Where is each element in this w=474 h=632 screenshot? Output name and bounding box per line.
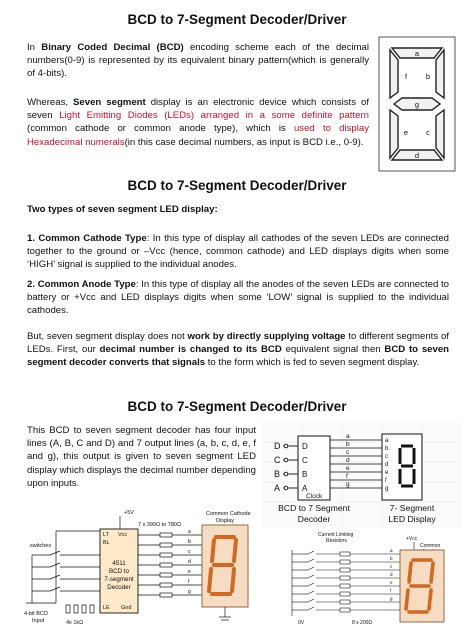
vcc-label: +5V xyxy=(124,510,134,516)
segment-d-label: d xyxy=(414,151,420,160)
common-cathode-paragraph: 1. Common Cathode Type: In this type of display all cathodes of the seven LEDs are connected together to the ground or –Vcc (hence, common cathode) and LED displays digits when some ‘HIGH’ signal is supplied to the individual anodes. xyxy=(27,233,449,271)
c1-wire-g: g xyxy=(188,589,191,595)
decoder-pin-a: A xyxy=(302,484,308,493)
section2-title: BCD to 7-Segment Decoder/Driver xyxy=(127,178,347,193)
c1-wire-f: f xyxy=(188,579,190,585)
chip-label-line3: 7-segment xyxy=(104,576,134,583)
decoder-description-paragraph: This BCD to seven segment decoder has four input lines (A, B, C and D) and 7 output lines (a, b, c, d, e, f and g), this output is given to seven segment LED display which displays the decimal number depending upon inputs. xyxy=(27,425,256,489)
display-title-line2: Display xyxy=(216,518,235,524)
input-label-b: B xyxy=(274,469,281,479)
chip-pin-vcc: Vcc xyxy=(118,532,128,538)
decoder-caption-line2: Decoder xyxy=(297,514,331,524)
chip-label-line1: 4511 xyxy=(112,560,126,567)
display-title-line1: Common Cathode xyxy=(206,511,251,517)
common-anode-paragraph: 2. Common Anode Type: In this type of display all the anodes of the seven LEDs are connected to battery or +Vcc and LED displays digits when some ‘LOW’ signal is supplied to the individual cathodes. xyxy=(27,279,449,317)
seven-segment-figure xyxy=(378,36,456,172)
output-label-a: a xyxy=(346,433,350,440)
segment-g-label: g xyxy=(414,100,420,109)
bottom-resistor-label: 4x 1kΩ xyxy=(66,620,84,626)
c1-wire-e: e xyxy=(188,569,191,575)
c2-wire-e: e xyxy=(390,580,393,585)
chip-label-line4: Decoder xyxy=(107,584,131,591)
display-pin-b: b xyxy=(385,446,389,452)
display-pin-c: c xyxy=(385,454,388,460)
decoder-block-diagram xyxy=(262,422,462,528)
anode-label-line1: Common xyxy=(420,543,441,549)
anode-bottom-resistor-label: 8 x 200Ω xyxy=(352,620,373,626)
input-label-c: C xyxy=(274,455,281,465)
section3-title: BCD to 7-Segment Decoder/Driver xyxy=(127,399,347,414)
c2-wire-c: c xyxy=(390,564,393,569)
chip-pin-gnd: Gnd xyxy=(121,605,132,611)
anode-resistor-line2: Resistors xyxy=(326,538,347,544)
decoder-pin-d: D xyxy=(302,442,308,451)
output-label-g: g xyxy=(346,481,350,488)
anode-vcc-label: +Vcc xyxy=(406,536,418,542)
decoder-explanation-paragraph: But, seven segment display does not work by directly supplying voltage to different segments of LEDs. First, our decimal number is changed to its BCD equivalent signal then BCD to seven segment decoder converts that signals to the form which is fed to seven segment display. xyxy=(27,331,450,369)
input-label-d: D xyxy=(274,441,281,451)
output-label-b: b xyxy=(346,441,350,448)
display-pin-e: e xyxy=(385,470,389,476)
common-anode-circuit xyxy=(282,530,464,628)
display-pin-g: g xyxy=(385,486,389,492)
bcd-paragraph: In Binary Coded Decimal (BCD) encoding scheme each of the decimal numbers(0-9) is represented by its equivalent binary pattern(which is generally of 4-bits). xyxy=(27,42,369,80)
anode-resistor-line1: Current Limiting xyxy=(318,532,354,538)
display-pin-a: a xyxy=(385,438,389,444)
output-label-e: e xyxy=(346,465,350,472)
c2-wire-b: b xyxy=(390,556,393,561)
decoder-pin-b: B xyxy=(302,470,308,479)
display-caption-line2: LED Display xyxy=(388,514,436,524)
segment-c-label: c xyxy=(426,128,430,137)
clock-label: Clock xyxy=(306,493,323,500)
types-intro: Two types of seven segment LED display: xyxy=(27,204,218,215)
common-cathode-circuit xyxy=(20,507,258,627)
bcd-input-line1: 4-bit BCD xyxy=(24,611,48,617)
anode-gnd-label: 0V xyxy=(298,620,305,626)
segment-a-label: a xyxy=(414,49,420,58)
display-caption-line1: 7- Segment xyxy=(389,503,435,513)
segment-f-label: f xyxy=(404,72,408,81)
display-pin-f: f xyxy=(385,478,387,484)
decoder-caption-line1: BCD to 7 Segment xyxy=(278,503,350,513)
output-label-f: f xyxy=(346,473,348,480)
segment-b-label: b xyxy=(425,72,431,81)
output-label-d: d xyxy=(346,457,350,464)
c1-wire-b: b xyxy=(188,539,191,545)
c2-wire-g: g xyxy=(390,596,393,601)
decoder-pin-c: C xyxy=(302,456,308,465)
chip-label-line2: BCD to xyxy=(109,568,129,575)
c1-wire-c: c xyxy=(188,549,191,555)
section1-title: BCD to 7-Segment Decoder/Driver xyxy=(127,12,347,27)
c1-wire-d: d xyxy=(188,559,191,565)
input-label-a: A xyxy=(274,483,281,493)
switches-label: switches xyxy=(30,543,52,549)
output-label-c: c xyxy=(346,449,350,456)
display-pin-d: d xyxy=(385,462,389,468)
chip-pin-le: LE xyxy=(103,605,110,611)
bcd-input-line2: Input xyxy=(32,618,45,624)
c1-wire-a: a xyxy=(188,529,191,535)
c2-wire-a: a xyxy=(390,548,393,553)
segment-e-label: e xyxy=(403,128,409,137)
chip-pin-bl: BL xyxy=(103,540,110,546)
resistor-label: 7 x 390Ω to 780Ω xyxy=(138,522,182,528)
c2-wire-d: d xyxy=(390,572,393,577)
c2-wire-f: f xyxy=(390,588,392,593)
seven-segment-paragraph: Whereas, Seven segment display is an electronic device which consists of seven Light Emitting Diodes (LEDs) arranged in a some definite pattern (common cathode or common anode type), which is used to display Hexadecimal numerals(in this case decimal numbers, as input is BCD i.e., 0-9). xyxy=(27,97,369,148)
chip-pin-lt: LT xyxy=(103,532,110,538)
